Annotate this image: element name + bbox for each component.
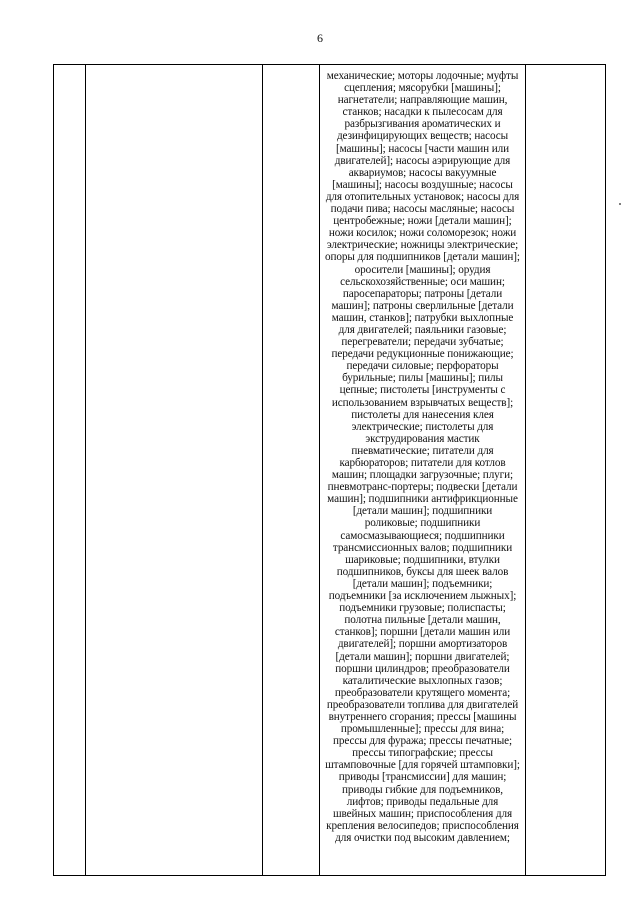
goods-line: приводы гибкие для подъемников, [342,783,503,796]
goods-line: пневматические; питатели для [351,444,494,457]
goods-line: для отопительных установок; насосы для [325,190,520,203]
goods-line: электрические; пистолеты для [351,420,494,433]
goods-line: двигателей]; насосы аэрирующие для [334,154,511,167]
goods-line: экструдирования мастик [365,432,480,445]
goods-line: аквариумов; насосы вакуумные [348,166,497,179]
goods-line: роликовые; подшипники [364,517,481,530]
page-number: 6 [317,31,323,45]
goods-line: каталитические выхлопных газов; [342,674,503,687]
goods-line: для двигателей; паяльники газовые; [338,323,507,336]
goods-line: бурильные; пилы [машины]; пилы [342,372,503,385]
goods-line: цепные; пистолеты [инструменты с [339,384,506,397]
goods-line: карбюраторов; питатели для котлов [339,457,506,469]
goods-line: швейных машин; приспособления для [332,807,513,820]
goods-line: [машины]; насосы воздушные; насосы [332,178,513,191]
goods-line: [машины]; насосы [части машин или [335,142,510,155]
goods-line: использованием взрывчатых веществ]; [331,396,514,409]
document-table [53,64,606,876]
goods-line: полотна пильные [детали машин, [344,614,501,627]
goods-line: поршни цилиндров; преобразователи [335,662,510,675]
goods-line: прессы типографские; прессы [352,747,493,760]
goods-line: подъемники грузовые; полиспасты; [339,602,506,615]
goods-line: подшипников, буксы для шеек валов [336,565,509,578]
cell-class [263,65,320,876]
goods-line: шариковые; подшипники, втулки [345,553,500,566]
goods-line: внутреннего сгорания; прессы [машины [328,710,517,723]
goods-line: [детали машин]; подъемники; [352,577,493,590]
goods-line: самосмазывающиеся; подшипники [340,529,505,542]
goods-line: [детали машин]; подшипники [352,505,493,518]
goods-line: разбрызгивания ароматических и [344,118,501,131]
cell-number [54,65,86,876]
cell-notes [526,65,606,876]
goods-line: двигателей]; поршни амортизаторов [337,638,508,651]
goods-line: прессы для фуража; прессы печатные; [332,735,513,748]
goods-line: дезинфицирующих веществ; насосы [336,130,509,143]
goods-line: станков; насадки к пылесосам для [342,106,503,119]
cell-goods-list [320,65,526,876]
goods-line: преобразователи топлива для двигателей [326,698,519,711]
goods-line: крепления велосипедов; приспособления [326,819,519,832]
goods-line: подачи пива; насосы масляные; насосы [330,203,515,216]
goods-line: оросители [машины]; орудия [354,263,491,276]
goods-line: пистолеты для нанесения клея [351,408,494,421]
goods-line: станков]; поршни [детали машин или [334,626,511,639]
goods-line: пневмотранс-портеры; подвески [детали [327,481,518,494]
goods-line: электрические; ножницы электрические; [326,239,519,252]
table-row [54,65,606,876]
goods-line: передачи силовые; перфораторы [346,360,499,373]
goods-line: подъемники [за исключением лыжных]; [328,590,517,603]
goods-line: центробежные; ножи [детали машин]; [333,215,512,228]
goods-line: лифтов; приводы педальные для [346,795,499,808]
goods-line: штамповочные [для горячей штамповки]; [325,759,520,772]
goods-line: машин]; патроны сверлильные [детали [331,299,514,312]
goods-line: трансмиссионных валов; подшипники [332,541,513,554]
goods-line: передачи редукционные понижающие; [331,348,514,361]
goods-line: опоры для подшипников [детали машин]; [325,251,520,264]
goods-line: машин; площадки загрузочные; плуги; [331,469,514,482]
goods-line: для очистки под высоким давлением; [335,831,510,844]
goods-line: ножи косилок; ножи соломорезок; ножи [328,227,517,240]
cell-designation [86,65,263,876]
goods-line: нагнетатели; направляющие машин, [337,94,508,107]
goods-line: промышленные]; прессы для вина; [340,723,505,736]
goods-line: машин]; подшипники антифрикционные [327,493,518,506]
scan-speck [619,203,621,205]
goods-line: [детали машин]; поршни двигателей; [335,650,510,663]
goods-line: механические; моторы лодочные; муфты [326,70,519,82]
goods-line: машин, станков]; патрубки выхлопные [331,311,514,324]
goods-line: приводы [трансмиссии] для машин; [338,771,507,784]
goods-line: паросепараторы; патроны [детали [342,287,503,300]
goods-line: сцепления; мясорубки [машины]; [344,82,501,95]
goods-line: перегреватели; передачи зубчатые; [341,336,504,349]
goods-line: преобразователи крутящего момента; [334,686,511,699]
goods-line: сельскохозяйственные; оси машин; [340,275,505,288]
